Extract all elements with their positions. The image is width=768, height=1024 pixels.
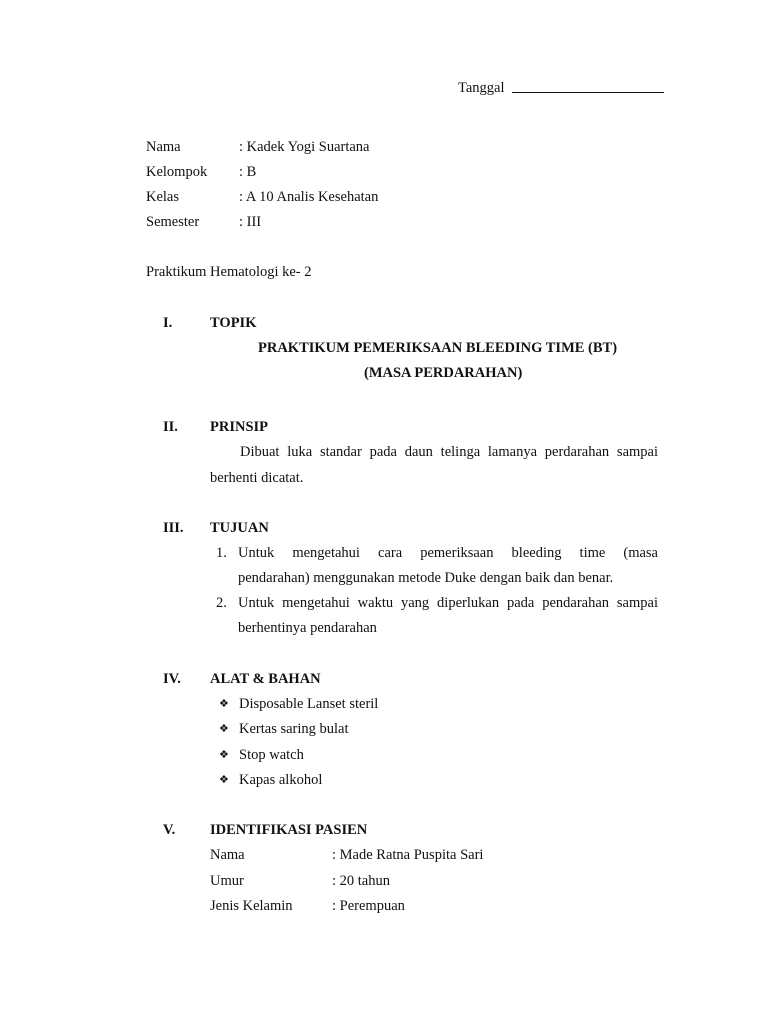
diamond-bullet-icon: ❖ <box>219 774 229 786</box>
diamond-bullet-icon: ❖ <box>219 723 229 735</box>
section-heading-topik: TOPIK <box>210 315 257 331</box>
diamond-bullet-icon: ❖ <box>219 749 229 761</box>
identity-label-kelompok: Kelompok <box>146 164 208 180</box>
patient-value-nama: : Made Ratna Puspita Sari <box>332 847 484 863</box>
date-label: Tanggal <box>458 80 505 96</box>
patient-label-nama: Nama <box>210 847 245 863</box>
tujuan-item-number: 1. <box>216 545 227 561</box>
section-numeral-identifikasi: V. <box>163 822 176 838</box>
practicum-title: Praktikum Hematologi ke- 2 <box>146 264 312 280</box>
identity-value-nama: : Kadek Yogi Suartana <box>239 139 370 155</box>
tujuan-item-number: 2. <box>216 595 227 611</box>
section-numeral-topik: I. <box>163 315 173 331</box>
section-numeral-tujuan: III. <box>163 520 184 536</box>
section-heading-alat: ALAT & BAHAN <box>210 671 321 687</box>
identity-label-semester: Semester <box>146 214 200 230</box>
section-numeral-alat: IV. <box>163 671 181 687</box>
date-blank-line <box>512 92 664 93</box>
prinsip-text-line2: berhenti dicatat. <box>210 470 304 486</box>
patient-label-jenis-kelamin: Jenis Kelamin <box>210 898 293 914</box>
section-numeral-prinsip: II. <box>163 419 178 435</box>
alat-item: Kertas saring bulat <box>239 721 349 737</box>
identity-label-kelas: Kelas <box>146 189 180 205</box>
identity-value-semester: : III <box>239 214 262 230</box>
alat-item: Stop watch <box>239 747 304 763</box>
tujuan-item-line2: berhentinya pendarahan <box>238 620 377 636</box>
patient-value-umur: : 20 tahun <box>332 873 390 889</box>
section-heading-identifikasi: IDENTIFIKASI PASIEN <box>210 822 368 838</box>
alat-item: Disposable Lanset steril <box>239 696 379 712</box>
identity-value-kelompok: : B <box>239 164 257 180</box>
section-heading-prinsip: PRINSIP <box>210 419 269 435</box>
patient-value-jenis-kelamin: : Perempuan <box>332 898 405 914</box>
identity-value-kelas: : A 10 Analis Kesehatan <box>239 189 379 205</box>
patient-label-umur: Umur <box>210 873 244 889</box>
alat-item: Kapas alkohol <box>239 772 323 788</box>
tujuan-item-line1: Untuk mengetahui waktu yang diperlukan pada pendarahan sampai <box>238 595 658 611</box>
identity-label-nama: Nama <box>146 139 181 155</box>
tujuan-item-line1: Untuk mengetahui cara pemeriksaan bleeding time (masa <box>238 545 658 561</box>
tujuan-item-line2: pendarahan) menggunakan metode Duke dengan baik dan benar. <box>238 570 614 586</box>
diamond-bullet-icon: ❖ <box>219 698 229 710</box>
section-heading-tujuan: TUJUAN <box>210 520 269 536</box>
topik-title-line2: (MASA PERDARAHAN) <box>364 365 523 381</box>
prinsip-text-line1: Dibuat luka standar pada daun telinga lamanya perdarahan sampai <box>240 444 658 460</box>
topik-title-line1: PRAKTIKUM PEMERIKSAAN BLEEDING TIME (BT) <box>258 340 618 356</box>
